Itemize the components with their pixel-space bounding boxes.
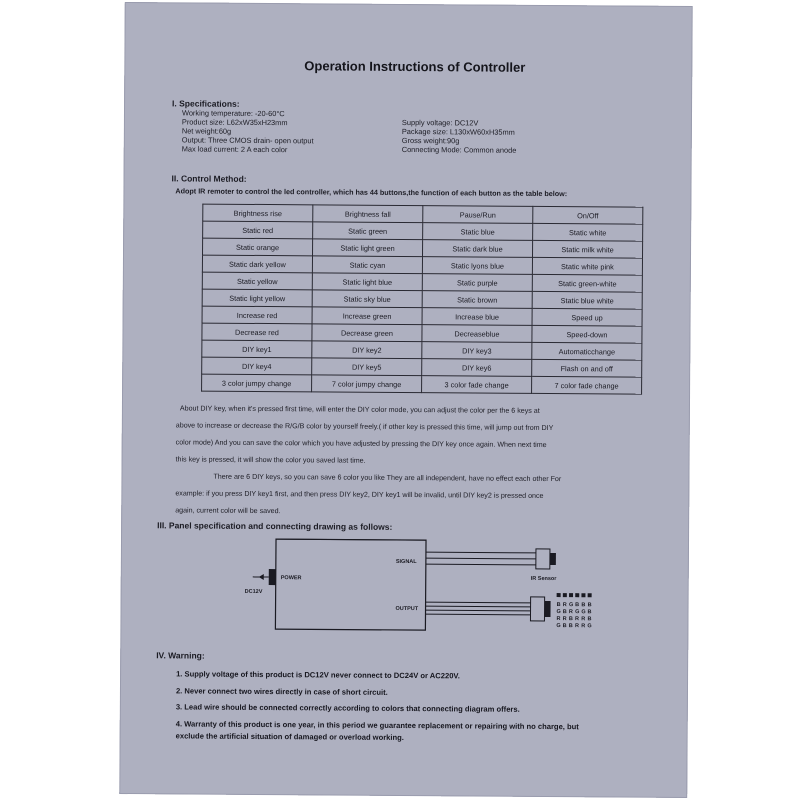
signal-label: SIGNAL bbox=[395, 558, 417, 566]
table-cell: Static milk white bbox=[532, 240, 642, 258]
pin-label: G bbox=[587, 623, 592, 630]
table-cell: 7 color fade change bbox=[532, 376, 642, 394]
pin-label: R bbox=[568, 609, 573, 616]
pin-label: R bbox=[575, 623, 580, 630]
ir-sensor-plug bbox=[536, 549, 550, 569]
spec-net-weight: Net weight:60g bbox=[181, 126, 232, 136]
warning-item: 1. Supply voltage of this product is DC12V never connect to DC24V or AC220V. bbox=[176, 669, 460, 681]
table-cell: Decrease red bbox=[202, 323, 312, 341]
pin-label: B bbox=[556, 602, 561, 609]
table-cell: Static green-white bbox=[532, 274, 642, 292]
page-title: Operation Instructions of Controller bbox=[304, 58, 526, 75]
pin-label: G bbox=[568, 602, 574, 609]
table-cell: Static white pink bbox=[532, 257, 642, 275]
table-cell: Static white bbox=[533, 223, 643, 241]
spec-product-size: Product size: L62xW35xH23mm bbox=[181, 117, 288, 128]
power-jack bbox=[269, 569, 276, 585]
pin-label: R bbox=[575, 616, 580, 623]
about-line: About DIY key, when it's pressed first time, will enter the DIY color mode, you can adjust the color per the 6 keys at bbox=[179, 404, 540, 415]
pin-grid bbox=[556, 593, 592, 629]
about-line: example: if you press DIY key1 first, and then press DIY key2, DIY key1 will be invalid, until DIY key2 is pressed once bbox=[175, 489, 544, 500]
table-cell: Increase blue bbox=[422, 308, 532, 326]
table-cell: Static light yellow bbox=[202, 289, 312, 307]
button-function-table bbox=[201, 204, 643, 395]
table-cell: Static red bbox=[203, 221, 313, 239]
spec-list-left bbox=[182, 108, 314, 154]
table-cell: Static lyons blue bbox=[422, 257, 532, 275]
table-cell: Static light green bbox=[313, 239, 423, 257]
dc12v-label: DC12V bbox=[244, 588, 263, 596]
spec-package-size: Package size: L130xW60xH35mm bbox=[401, 126, 515, 137]
table-cell: Static yellow bbox=[202, 272, 312, 290]
spec-supply-voltage: Supply voltage: DC12V bbox=[401, 117, 479, 128]
output-plug bbox=[530, 597, 544, 621]
table-cell: Static dark blue bbox=[423, 240, 533, 258]
table-cell: Brightness rise bbox=[203, 204, 313, 222]
about-line: above to increase or decrease the R/G/B color by yourself freely.( if other key is pressed this time, will jump out from DIY bbox=[175, 421, 554, 433]
pin-label: B bbox=[562, 609, 567, 616]
table-cell: Static sky blue bbox=[312, 290, 422, 308]
warning-list bbox=[176, 666, 580, 747]
pin-label: R bbox=[581, 616, 586, 623]
table-cell: DIY key1 bbox=[202, 340, 312, 358]
table-row bbox=[202, 374, 642, 394]
warning-item: 3. Lead wire should be connected correctly according to colors that connecting diagram offers. bbox=[175, 702, 520, 714]
pin-square bbox=[588, 593, 592, 597]
pin-label: G bbox=[556, 609, 561, 616]
table-cell: Static cyan bbox=[312, 256, 422, 274]
table-cell: Static blue white bbox=[532, 291, 642, 309]
pin-square bbox=[557, 593, 561, 597]
table-cell: Static dark yellow bbox=[202, 255, 312, 273]
table-cell: 3 color jumpy change bbox=[202, 374, 312, 392]
pin-label: B bbox=[587, 616, 592, 623]
spec-list-right bbox=[402, 118, 517, 155]
pin-label: R bbox=[562, 616, 567, 623]
table-cell: Automaticchange bbox=[532, 342, 642, 360]
table-cell: Decrease green bbox=[312, 324, 422, 342]
pin-label: B bbox=[587, 609, 592, 616]
pin-label: B bbox=[581, 602, 586, 609]
power-label: POWER bbox=[280, 575, 302, 582]
output-label: OUTPUT bbox=[395, 605, 419, 613]
table-cell: DIY key6 bbox=[422, 359, 532, 377]
panel-heading: III. Panel specification and connecting drawing as follows: bbox=[157, 520, 393, 532]
about-line: There are 6 DIY keys, so you can save 6 color you like They are all independent, have no effect each other For bbox=[213, 472, 562, 484]
about-line: color mode) And you can save the color which you have adjusted by pressing the DIY key once again. When next time bbox=[175, 438, 547, 449]
table-cell: 3 color fade change bbox=[422, 376, 532, 394]
pin-square bbox=[569, 593, 573, 597]
warning-item: 2. Never connect two wires directly in case of short circuit. bbox=[175, 685, 388, 697]
connection-diagram bbox=[230, 531, 651, 644]
warning-item: exclude the artificial situation of damaged or overload working. bbox=[175, 731, 404, 742]
spec-connecting-mode: Connecting Mode: Common anode bbox=[401, 144, 517, 155]
pin-label: B bbox=[575, 602, 580, 609]
spec-working-temperature: Working temperature: -20-60°C bbox=[181, 108, 285, 119]
warning-heading: IV. Warning: bbox=[156, 650, 205, 661]
table-cell: Increase red bbox=[202, 306, 312, 324]
table-cell: Increase green bbox=[312, 307, 422, 325]
table-cell: DIY key5 bbox=[312, 358, 422, 376]
about-diy-paragraph bbox=[175, 400, 562, 522]
control-method-heading: II. Control Method: bbox=[171, 173, 247, 184]
table-cell: Static purple bbox=[422, 274, 532, 292]
instruction-sheet bbox=[119, 2, 693, 798]
specifications-heading: I. Specifications: bbox=[172, 98, 240, 109]
pin-label: G bbox=[581, 609, 586, 616]
pin-label: G bbox=[556, 623, 561, 630]
pin-label: R bbox=[556, 616, 561, 623]
pin-label: B bbox=[562, 623, 567, 630]
table-cell: Flash on and off bbox=[532, 359, 642, 377]
pin-label: G bbox=[575, 609, 580, 616]
pin-square bbox=[581, 593, 585, 597]
pin-label: R bbox=[562, 602, 567, 609]
table-cell: Static orange bbox=[203, 238, 313, 256]
table-cell: DIY key2 bbox=[312, 341, 422, 359]
pin-square bbox=[563, 593, 567, 597]
controller-box bbox=[275, 539, 426, 630]
spec-output: Output: Three CMOS drain- open output bbox=[181, 135, 314, 146]
pin-square bbox=[575, 593, 579, 597]
table-cell: DIY key3 bbox=[422, 342, 532, 360]
table-cell: Static brown bbox=[422, 291, 532, 309]
table-cell: Static green bbox=[313, 222, 423, 240]
about-line: this key is pressed, it will show the color you saved last time. bbox=[175, 455, 366, 465]
table-cell: Speed up bbox=[532, 308, 642, 326]
pin-label: B bbox=[568, 623, 573, 630]
pin-label: R bbox=[581, 623, 586, 630]
pin-label: B bbox=[587, 602, 592, 609]
table-cell: Static blue bbox=[423, 223, 533, 241]
pin-label: B bbox=[568, 616, 573, 623]
ir-sensor-label: IR Sensor bbox=[530, 575, 557, 583]
table-cell: DIY key4 bbox=[202, 357, 312, 375]
table-cell: Static light blue bbox=[312, 273, 422, 291]
about-line: again, current color will be saved. bbox=[175, 506, 281, 516]
table-cell: Pause/Run bbox=[423, 206, 533, 224]
spec-max-load: Max load current: 2 A each color bbox=[181, 144, 288, 155]
table-cell: Brightness fall bbox=[313, 205, 423, 223]
spec-gross-weight: Gross weight:90g bbox=[401, 135, 460, 146]
warning-item: 4. Warranty of this product is one year, in this period we guarantee replacement or repairing with no charge, but bbox=[175, 718, 579, 731]
table-cell: Decreaseblue bbox=[422, 325, 532, 343]
control-method-intro: Adopt IR remoter to control the led controller, which has 44 buttons,the function of each button as the table below: bbox=[175, 186, 568, 199]
table-cell: On/Off bbox=[533, 206, 643, 224]
table-cell: Speed-down bbox=[532, 325, 642, 343]
table-cell: 7 color jumpy change bbox=[312, 375, 422, 393]
